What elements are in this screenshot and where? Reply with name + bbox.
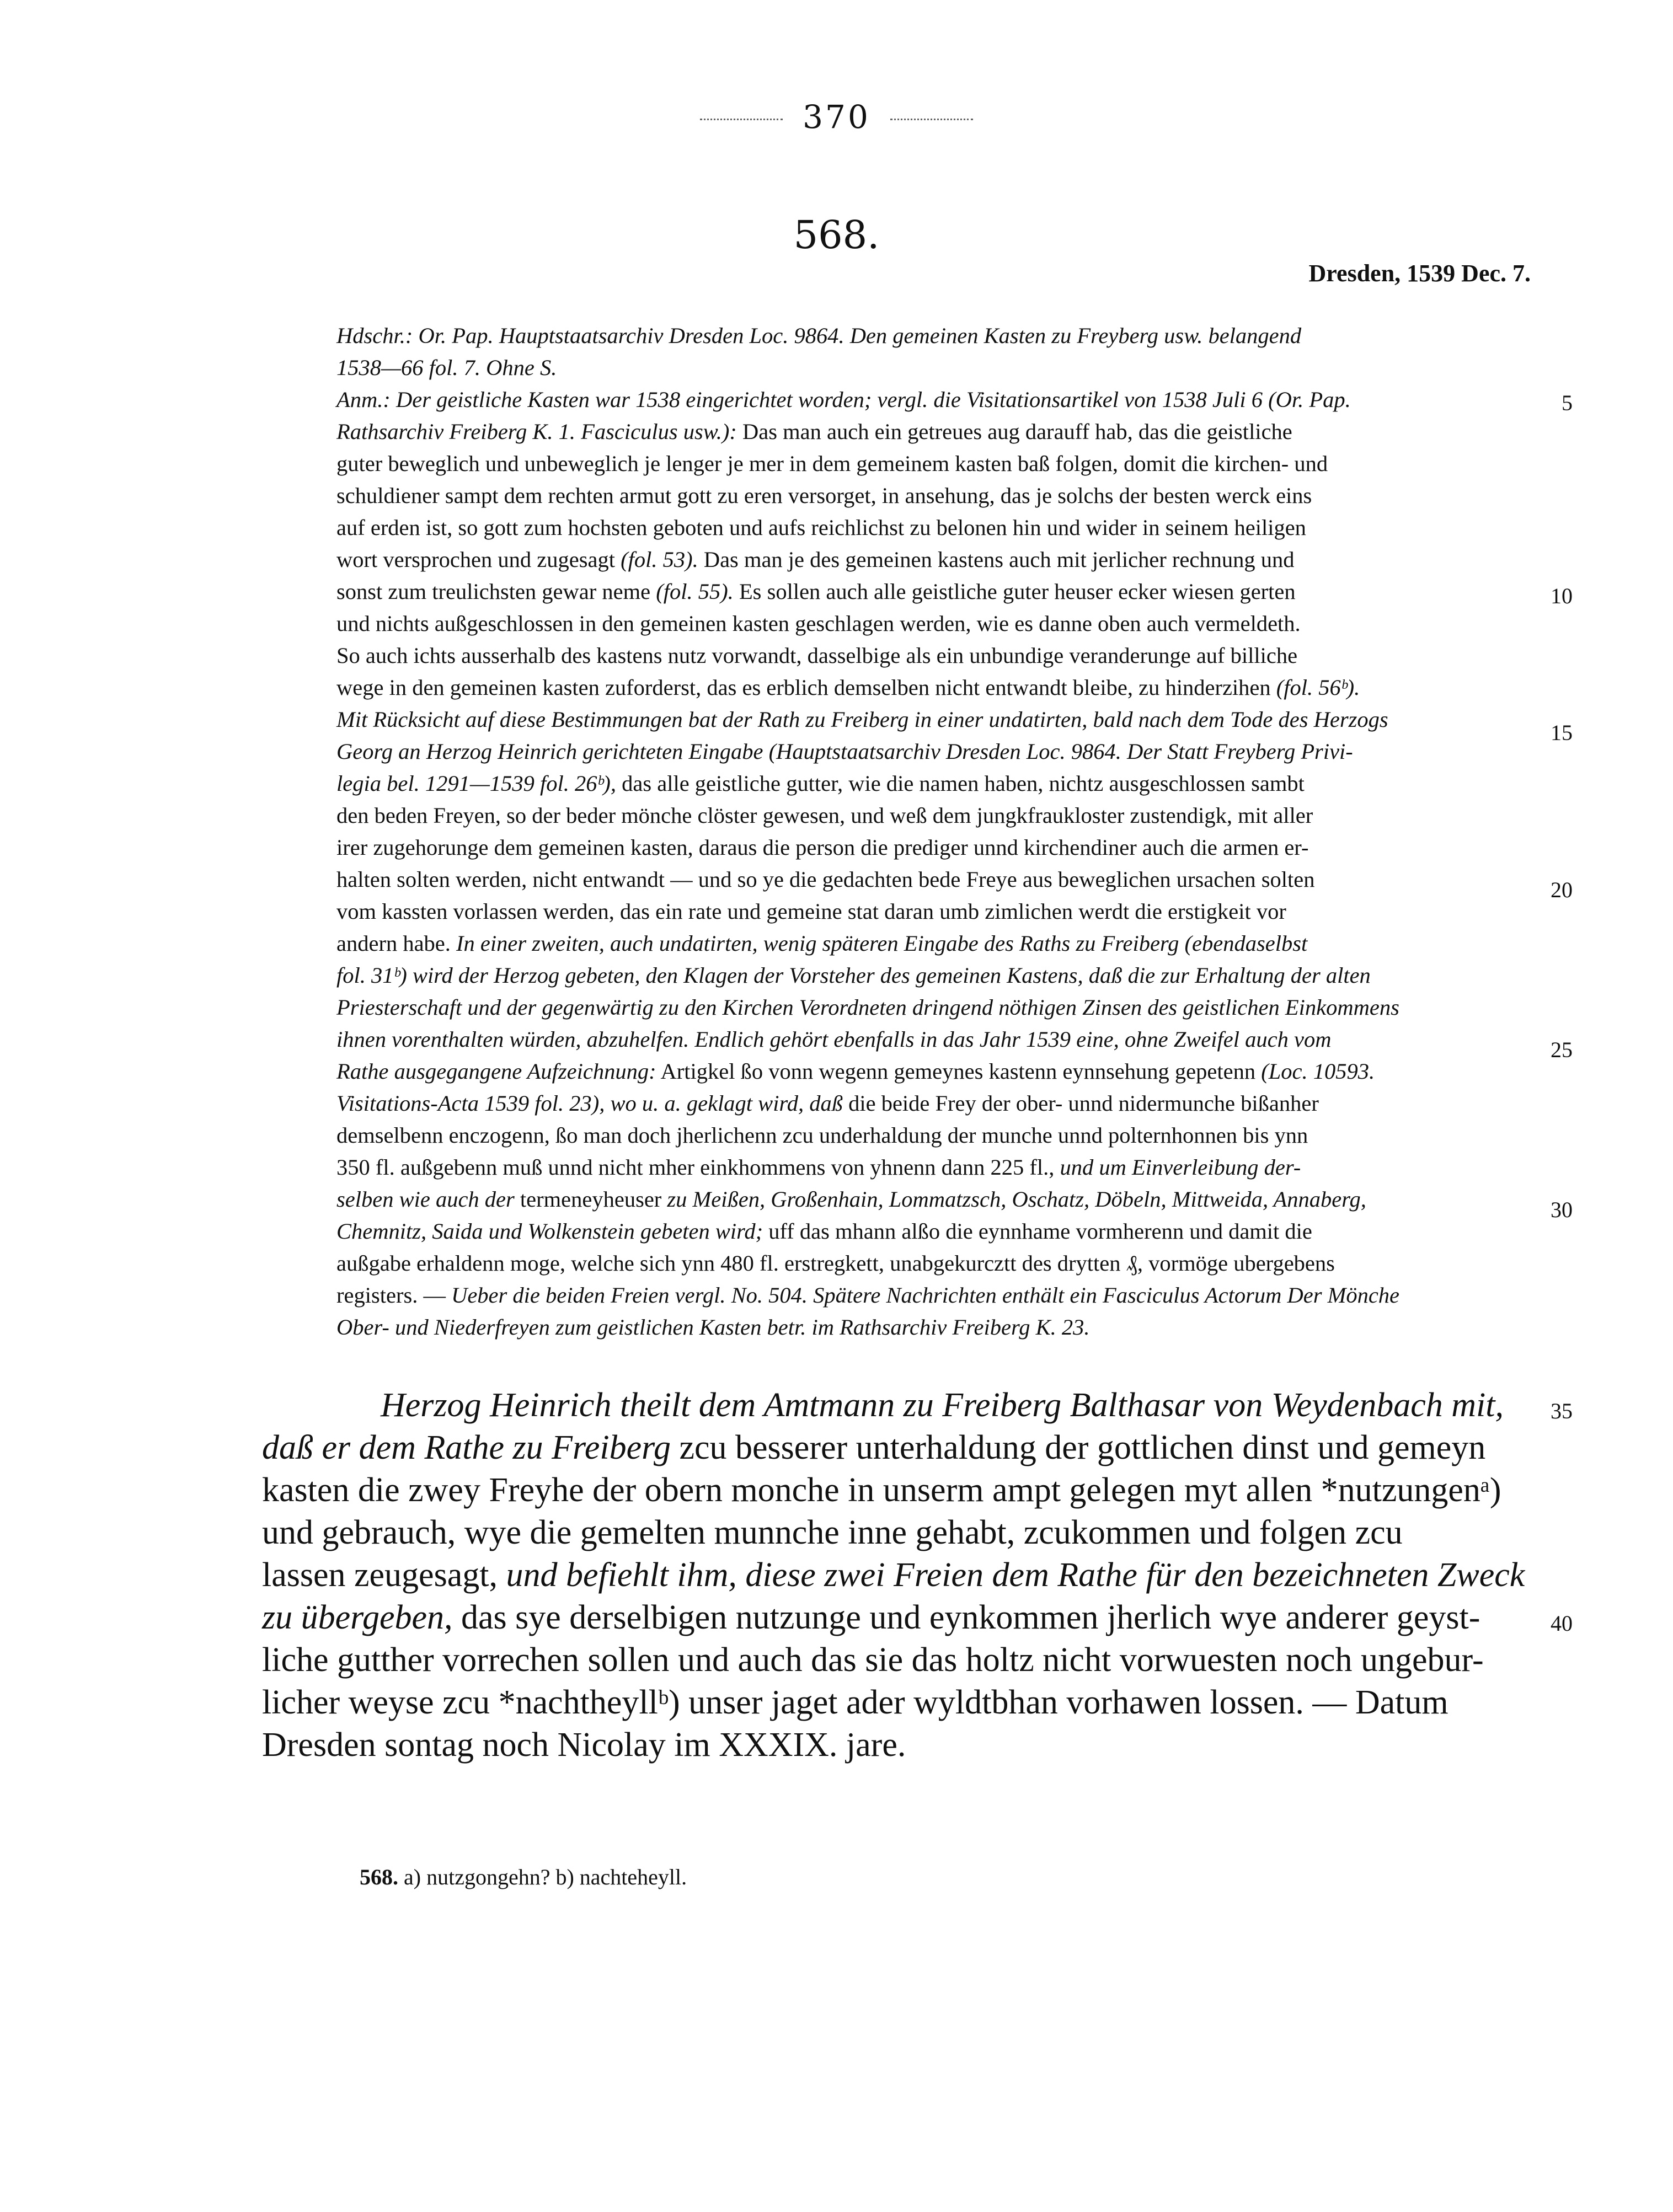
running-header [0,98,1673,136]
notes-line [336,1088,1533,1120]
text-run: auf erden ist, so gott zum hochsten geboten und aufs reichlichst zu belonen hin und wider in seinem heiligen [336,515,1306,540]
notes-line [336,1120,1533,1151]
text-run: andern habe. [336,931,457,956]
text-run: Das man je des gemeinen kastens auch mit jerlicher rechnung und [698,547,1295,572]
text-run: irer zugehorunge dem gemeinen kasten, daraus die person die prediger unnd kirchendiner auch die armen er- [336,835,1309,860]
header-rule-right [890,119,973,120]
notes-line [336,352,1533,384]
text-run: Artigkel ßo vonn wegenn gemeynes kastenn eynnsehung gepetenn [656,1059,1262,1084]
text-run: außgabe erhaldenn moge, welche sich ynn 480 fl. erstregkett, unabgekurcztt des drytten ₰, vormöge ubergebens [336,1251,1335,1276]
italic-text: zu übergeben, [262,1599,453,1636]
italic-text: Rathsarchiv Freiberg K. 1. Fasciculus usw.): [336,419,737,444]
text-run: und nichts außgeschlossen in den gemeinen kasten geschlagen werden, wie es danne oben auch vermeldeth. [336,611,1301,636]
notes-line [336,1279,1533,1311]
text-run: uff das mhann alßo die eynnhame vormherenn und damit die [763,1219,1312,1244]
italic-text: Chemnitz, Saida und Wolkenstein gebeten wird; [336,1219,763,1244]
italic-text: (fol. 56ᵇ). [1276,675,1360,700]
notes-line [336,544,1533,576]
notes-line [336,672,1533,704]
text-run: das sye derselbigen nutzunge und eynkommen jherlich wye anderer geyst- [452,1599,1480,1636]
italic-text: Mit Rücksicht auf diese Bestimmungen bat der Rath zu Freiberg in einer undatirten, bald nach dem Tode des Herzogs [336,707,1388,732]
footnote-ref: 568. [360,1865,398,1889]
text-run: kasten die zwey Freyhe der obern monche in unserm ampt gelegen myt allen *nutzungenᵃ) [262,1471,1501,1509]
text-run: Es sollen auch alle geistliche guter heuser ecker wiesen gerten [733,579,1296,604]
text-run: schuldiener sampt dem rechten armut gott zu eren versorget, in ansehung, das je solchs der besten werck eins [336,483,1312,508]
italic-text: (fol. 55). [656,579,734,604]
text-run: licher weyse zcu *nachtheyllᵇ) unser jaget ader wyldtbhan vorhawen lossen. — Datum [262,1684,1448,1721]
text-run: halten solten werden, nicht entwandt — und so ye die gedachten bede Freye aus beweglichen ursachen solten [336,867,1315,892]
main_text-line [262,1469,1536,1512]
main_text-line [262,1512,1536,1554]
text-run: das alle geistliche gutter, wie die namen haben, nichtz ausgeschlossen sambt [616,771,1305,796]
italic-text: legia bel. 1291—1539 fol. 26ᵇ), [336,771,616,796]
italic-text: In einer zweiten, auch undatirten, wenig späteren Eingabe des Raths zu Freiberg (ebendaselbst [456,931,1308,956]
italic-text: Rathe ausgegangene Aufzeichnung: [336,1059,656,1084]
main_text-line [262,1554,1536,1597]
notes-line [336,416,1533,448]
notes-line [336,1151,1533,1183]
text-run: wege in den gemeinen kasten zuforderst, das es erblich demselben nicht entwandt bleibe, zu hinderzihen [336,675,1276,700]
text-run: Das man auch ein getreues aug darauff hab, das die geistliche [736,419,1292,444]
notes-line [336,1024,1533,1056]
footnote [360,1864,687,1890]
italic-text: (fol. 53). [621,547,698,572]
notes-line [336,800,1533,832]
italic-text: Herzog Heinrich theilt dem Amtmann zu Freiberg Balthasar von Weydenbach mit, [381,1386,1504,1424]
italic-text: Ober- und Niederfreyen zum geistlichen Kasten betr. im Rathsarchiv Freiberg K. 23. [336,1315,1090,1340]
notes-line [336,992,1533,1024]
main_text-line [262,1681,1536,1724]
italic-text: Ueber die beiden Freien vergl. No. 504. Spätere Nachrichten enthält ein Fasciculus Actorum Der Mönche [451,1283,1400,1308]
italic-text: fol. 31ᵇ) wird der Herzog gebeten, den Klagen der Vorsteher des gemeinen Kastens, daß die zur Erhaltung der alten [336,963,1371,988]
text-run: wort versprochen und zugesagt [336,547,621,572]
main_text-line [262,1724,1536,1766]
italic-text: (Loc. 10593. [1261,1059,1375,1084]
text-run: lassen zeugesagt, [262,1556,506,1594]
italic-text: und um Einverleibung der- [1060,1155,1301,1180]
notes-line [336,448,1533,480]
notes-line [336,1215,1533,1247]
notes-line [336,384,1533,416]
italic-text: selben wie auch der [336,1187,515,1212]
text-run: die beide Frey der ober- unnd nidermunche bißanher [842,1091,1319,1116]
notes-line [336,576,1533,608]
line-number-10: 10 [1551,583,1573,608]
text-run: So auch ichts ausserhalb des kastens nutz vorwandt, dasselbige als ein unbundige veranderunge auf billiche [336,643,1298,668]
line-number-25: 25 [1551,1037,1573,1062]
main-text [262,1384,1536,1766]
italic-text: Priesterschaft und der gegenwärtig zu den Kirchen Verordneten dringend nöthigen Zinsen des geistlichen Einkommens [336,995,1399,1020]
main_text-line [262,1384,1536,1427]
main_text-line [262,1427,1536,1469]
notes-line [336,1247,1533,1279]
line-number-35: 35 [1551,1399,1573,1423]
line-number-15: 15 [1551,720,1573,745]
header-rule-left [700,119,783,120]
text-run: guter beweglich und unbeweglich je lenger je mer in dem gemeinem kasten baß folgen, domit die kirchen- und [336,451,1328,476]
line-number-5: 5 [1562,390,1573,415]
line-number-30: 30 [1551,1197,1573,1222]
text-run: Dresden sontag noch Nicolay im XXXIX. jare. [262,1726,906,1764]
italic-text: daß er dem Rathe zu Freiberg [262,1429,671,1466]
text-run: 350 fl. außgebenn muß unnd nicht mher einkhommens von yhnenn dann 225 fl., [336,1155,1060,1180]
notes-line [336,1311,1533,1343]
italic-text: Georg an Herzog Heinrich gerichteten Eingabe (Hauptstaatsarchiv Dresden Loc. 9864. Der Statt Freyberg Privi- [336,739,1353,764]
notes-line [336,768,1533,800]
line-number-40: 40 [1551,1611,1573,1636]
italic-text: Anm.: Der geistliche Kasten war 1538 eingerichtet worden; vergl. die Visitationsartikel von 1538 Juli 6 (Or. Pap. [336,387,1351,412]
footnote-text: a) nutzgongehn? b) nachteheyll. [398,1865,687,1889]
notes-line [336,928,1533,960]
notes-line [336,1056,1533,1088]
notes-line [336,320,1533,352]
notes-line [336,864,1533,896]
text-run: vom kassten vorlassen werden, das ein rate und gemeine stat daran umb zimlichen werdt die erstigkeit vor [336,899,1286,924]
italic-text: Visitations-Acta 1539 fol. 23), wo u. a. geklagt wird, daß [336,1091,843,1116]
text-run: liche gutther vorrechen sollen und auch das sie das holtz nicht vorwuesten noch ungebur- [262,1641,1484,1679]
notes-line [336,736,1533,768]
italic-text: ihnen vorenthalten würden, abzuhelfen. Endlich gehört ebenfalls in das Jahr 1539 eine, ohne Zweifel auch vom [336,1027,1332,1052]
notes-line [336,896,1533,928]
notes-line [336,512,1533,544]
text-run: termeneyheuser [514,1187,667,1212]
notes-line [336,1183,1533,1215]
italic-text: 1538—66 fol. 7. Ohne S. [336,355,557,380]
text-run: sonst zum treulichsten gewar neme [336,579,656,604]
notes-line [336,608,1533,640]
notes-line [336,832,1533,864]
main_text-line [262,1597,1536,1639]
italic-text: Hdschr.: Or. Pap. Hauptstaatsarchiv Dresden Loc. 9864. Den gemeinen Kasten zu Freyberg usw. belangend [336,323,1302,348]
notes-line [336,960,1533,992]
text-run: und gebrauch, wye die gemelten munnche inne gehabt, zcukommen und folgen zcu [262,1514,1403,1551]
text-run: zcu besserer unterhaldung der gottlichen dinst und gemeyn [670,1429,1486,1466]
notes-line [336,480,1533,512]
notes-line [336,640,1533,672]
text-run: demselbenn enczogenn, ßo man doch jherlichenn zcu underhaldung der munche unnd polternhonnen bis ynn [336,1123,1308,1148]
line-number-20: 20 [1551,877,1573,902]
editorial-notes [336,320,1533,1343]
text-run: registers. — [336,1283,452,1308]
document-number: 568. [793,212,880,258]
italic-text: zu Meißen, Großenhain, Lommatzsch, Oschatz, Döbeln, Mittweida, Annaberg, [667,1187,1366,1212]
text-run: den beden Freyen, so der beder mönche clöster gewesen, und weß dem jungkfraukloster zustendigk, mit aller [336,803,1313,828]
notes-line [336,704,1533,736]
page-number: 370 [803,98,870,136]
place-date: Dresden, 1539 Dec. 7. [1308,260,1531,287]
italic-text: und befiehlt ihm, diese zwei Freien dem Rathe für den bezeichneten Zweck [506,1556,1525,1594]
main_text-line [262,1639,1536,1681]
